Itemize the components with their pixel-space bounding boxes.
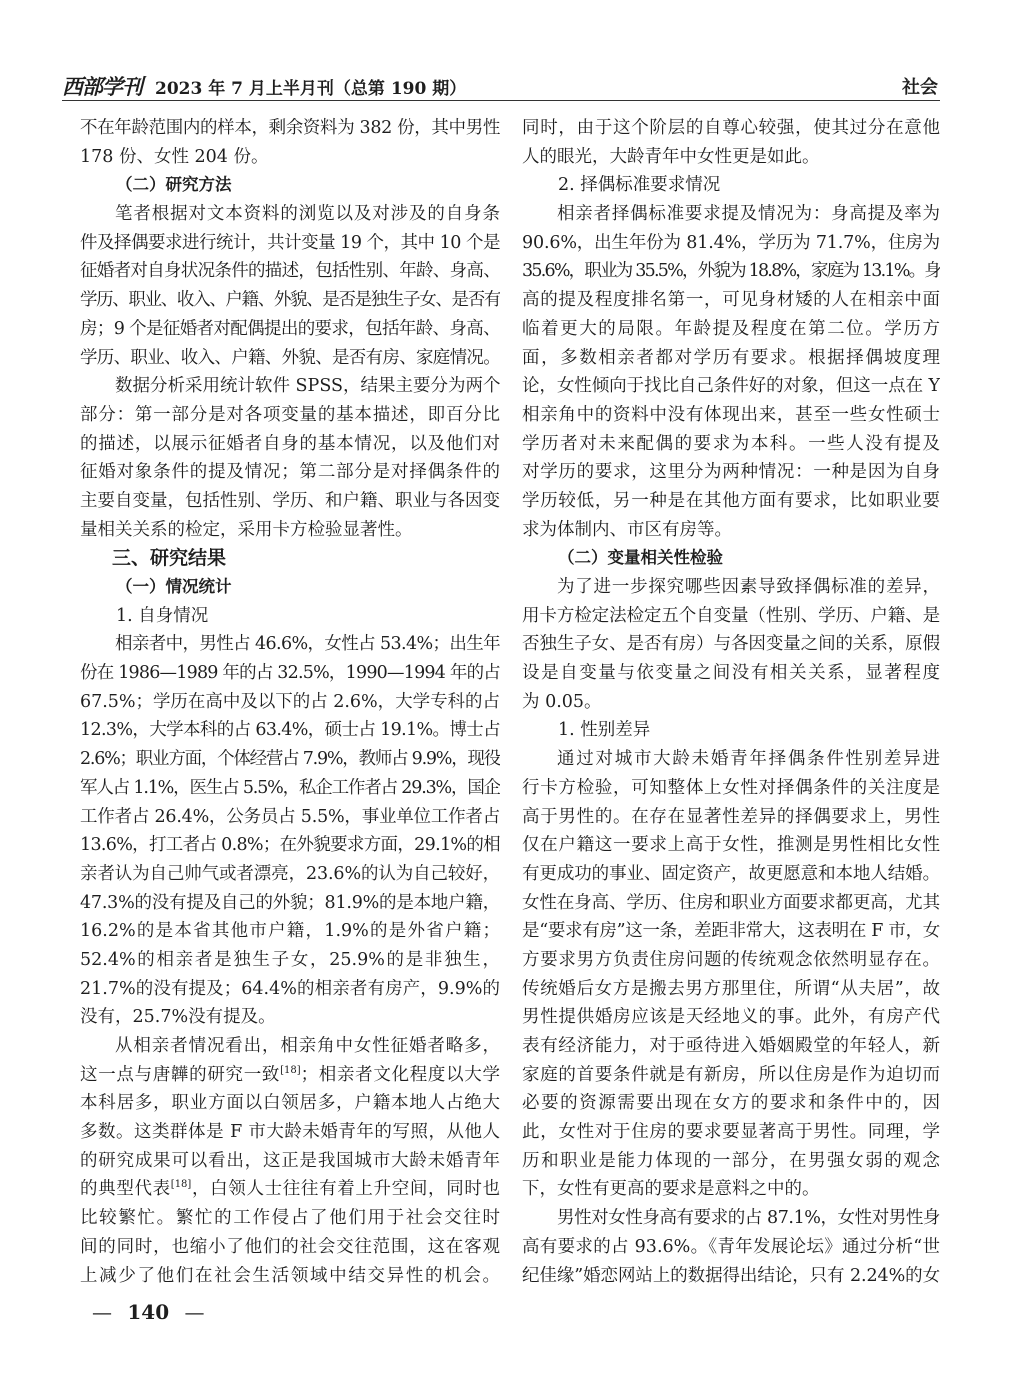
paragraph [522,114,940,171]
text-line: 征婚者对自身状况条件的描述，包括性别、年龄、身高、 [80,261,500,282]
text-line: 军人占 1.1%，医生占 5.5%，私企工作者占 29.3%，国企 [80,777,500,798]
text-line: 仅在户籍这一要求上高于女性，推测是男性相比女性 [522,835,940,856]
text-line: 亲者认为自己帅气或者漂亮，23.6%的认为自己较好， [80,863,500,884]
text-line: 必要的资源需要出现在女方的要求和条件中的，因 [522,1093,940,1114]
text-line: 多数。这类群体是 F 市大龄未婚青年的写照，从他人 [80,1122,500,1143]
text-line: 临着更大的局限。年龄提及程度在第二位。学历方 [522,318,940,339]
footer-dash: — [92,1300,112,1324]
paragraph [522,1204,940,1290]
text-line: 2.6%；职业方面，个体经营占 7.9%，教师占 9.9%，现役 [80,749,500,770]
text-line: 对学历的要求，这里分为两种情况：一种是因为自身 [522,462,940,483]
paragraph [80,1032,500,1290]
text-line: 男性对女性身高有要求的占 87.1%，女性对男性身 [557,1208,940,1229]
right-column [522,114,940,1294]
text-line: 行卡方检验，可知整体上女性对择偶条件的关注度是 [522,777,940,798]
text-line: 学历、职业、收入、户籍、外貌、是否有房、家庭情况。 [80,347,500,368]
text-line: 比较繁忙。繁忙的工作侵占了他们用于社会交往时 [80,1208,500,1229]
text-line: 家庭的首要条件就是有新房，所以住房是作为迫切而 [522,1064,940,1085]
paragraph [80,200,500,372]
text-line: 否独生子女、是否有房）与各因变量之间的关系，原假 [522,634,940,655]
text-line: 47.3%的没有提及自己的外貌；81.9%的是本地户籍， [80,892,500,913]
subsection-heading: （二）变量相关性检验 [558,548,723,568]
journal-logo: 西部学刊 [62,74,142,99]
text-line: 人的眼光，大龄青年中女性更是如此。 [522,146,820,167]
text-line: 男性提供婚房应该是天经地义的事。此外，有房产代 [522,1007,940,1028]
subsection-heading: （二）研究方法 [116,175,232,195]
text-line: 13.6%，打工者占 0.8%；在外貌要求方面，29.1%的相 [80,835,500,856]
text-line: 12.3%，大学本科的占 63.4%，硕士占 19.1%。博士占 [80,720,500,741]
text-line: 女性在身高、学历、住房和职业方面要求都更高，尤其 [522,892,940,913]
text-line: 的描述，以展示征婚者自身的基本情况，以及他们对 [80,433,500,454]
paragraph [80,372,500,544]
sub-subsection-heading: 1. 自身情况 [116,605,209,626]
text-line: 高的提及程度排名第一，可见身材矮的人在相亲中面 [522,290,940,311]
text-line [80,1061,500,1090]
text-line [80,1175,500,1204]
sub-subsection-heading: 2. 择偶标准要求情况 [558,175,721,196]
text-line: 下，女性有更高的要求是意料之中的。 [522,1179,820,1200]
text-line: 的研究成果可以看出，这正是我国城市大龄未婚青年 [80,1150,500,1171]
text-line: 房；9 个是征婚者对配偶提出的要求，包括年龄、身高、 [80,318,500,339]
text-line: 同时，由于这个阶层的自尊心较强，使其过分在意他 [522,118,940,138]
sub-subsection-heading: 1. 性别差异 [558,720,651,741]
text-line: 设是自变量与依变量之间没有相关关系，显著程度 [522,663,940,684]
section-name: 社会 [902,77,938,98]
text-segment: 这一点与唐韡的研究一致 [80,1064,281,1085]
paragraph [522,745,940,1204]
text-line: 用卡方检定法检定五个自变量（性别、学历、户籍、是 [522,605,940,626]
text-line: 历和职业是能力体现的一部分，在男强女弱的观念 [522,1150,940,1171]
text-line: 有更成功的事业、固定资产，故更愿意和本地人结婚。 [522,863,940,884]
text-line: 份在 1986—1989 年的占 32.5%，1990—1994 年的占 [80,663,500,684]
paragraph [80,114,500,171]
text-line: 学历较低，另一种是在其他方面有要求，比如职业要 [522,490,940,511]
text-line: 通过对城市大龄未婚青年择偶条件性别差异进 [557,749,940,770]
text-line: 方要求男方负责住房问题的传统观念依然明显存在。 [522,949,940,970]
text-line: 178 份、女性 204 份。 [80,146,269,167]
page-number: 140 [127,1300,170,1324]
text-segment: 的典型代表 [80,1179,171,1200]
text-line: 21.7%的没有提及；64.4%的相亲者有房产，9.9%的 [80,978,500,999]
paragraph [522,200,940,544]
text-line: 征婚对象条件的提及情况；第二部分是对择偶条件的 [80,462,500,483]
text-line: 主要自变量，包括性别、学历、和户籍、职业与各因变 [80,490,500,511]
text-line: 论，女性倾向于找比自己条件好的对象，但这一点在 Y [522,376,940,397]
text-line: 传统婚后女方是搬去男方那里住，所谓“从夫居”，故 [522,978,940,999]
subsection-heading: （一）情况统计 [116,577,232,596]
text-line: 表有经济能力，对于亟待进入婚姻殿堂的年轻人，新 [522,1036,940,1056]
text-line: 工作者占 26.4%，公务员占 5.5%，事业单位工作者占 [80,806,500,827]
text-line: 52.4%的相亲者是独生子女，25.9%的是非独生， [80,949,500,970]
text-line: 数据分析采用统计软件 SPSS，结果主要分为两个 [115,376,500,397]
running-header [62,70,940,101]
text-line: 90.6%，出生年份为 81.4%，学历为 71.7%，住房为 [522,232,940,253]
text-line: 是“要求有房”这一条，差距非常大，这表明在 F 市，女 [522,921,940,942]
text-line: 从相亲者情况看出，相亲角中女性征婚者略多， [115,1036,500,1056]
text-line: 学历、职业、收入、户籍、外貌、是否是独生子女、是否有 [80,290,500,311]
text-line: 上减少了他们在社会生活领域中结交异性的机会。 [80,1265,500,1286]
citation-superscript: [18] [280,1064,301,1076]
text-line: 部分：第一部分是对各项变量的基本描述，即百分比 [80,404,500,425]
paragraph [522,573,940,716]
text-line: 学历者对未来配偶的要求为本科。一些人没有提及 [522,433,940,454]
text-line: 相亲角中的资料中没有体现出来，甚至一些女性硕士 [522,404,940,425]
text-line: 为了进一步探究哪些因素导致择偶标准的差异， [557,577,940,597]
text-line: 求为体制内、市区有房等。 [522,519,732,540]
text-line: 为 0.05。 [522,691,602,712]
text-line: 笔者根据对文本资料的浏览以及对涉及的自身条 [115,204,500,225]
text-line: 高于男性的。在存在显著性差异的择偶要求上，男性 [522,806,940,827]
text-line: 35.6%，职业为 35.5%，外貌为 18.8%，家庭为 13.1%。身 [522,261,940,282]
page-footer [92,1300,204,1324]
text-line: 面，多数相亲者都对学历有要求。根据择偶坡度理 [522,347,940,368]
text-line: 67.5%；学历在高中及以下的占 2.6%，大学专科的占 [80,691,500,712]
text-line: 件及择偶要求进行统计，共计变量 19 个，其中 10 个是 [80,232,500,253]
text-line: 16.2%的是本省其他市户籍，1.9%的是外省户籍； [80,921,500,942]
section-heading: 三、研究结果 [112,547,227,570]
citation-superscript: [18] [170,1179,192,1191]
text-line: 不在年龄范围内的样本，剩余资料为 382 份，其中男性 [80,118,500,138]
paragraph [80,630,500,1032]
text-line: 高有要求的占 93.6%。《青年发展论坛》通过分析“世 [522,1236,940,1257]
text-line: 本科居多，职业方面以白领居多，户籍本地人占绝大 [80,1093,500,1114]
text-segment: ，白领人士往往有着上升空间，同时也 [191,1179,500,1200]
text-line: 纪佳缘”婚恋网站上的数据得出结论，只有 2.24%的女 [522,1265,940,1286]
text-line: 量相关关系的检定，采用卡方检验显著性。 [80,519,413,540]
footer-dash: — [184,1300,205,1324]
issue-info: 2023 年 7 月上半月刊（总第 190 期） [155,79,467,99]
text-line: 间的同时，也缩小了他们的社会交往范围，这在客观 [80,1236,500,1257]
left-column [80,114,500,1294]
text-line: 没有，25.7%没有提及。 [80,1007,276,1028]
text-line: 相亲者中，男性占 46.6%，女性占 53.4%；出生年 [115,634,500,655]
text-line: 此，女性对于住房的要求要显著高于男性。同理，学 [522,1122,940,1143]
text-segment: ；相亲者文化程度以大学 [300,1064,500,1085]
text-line: 相亲者择偶标准要求提及情况为：身高提及率为 [557,204,940,225]
